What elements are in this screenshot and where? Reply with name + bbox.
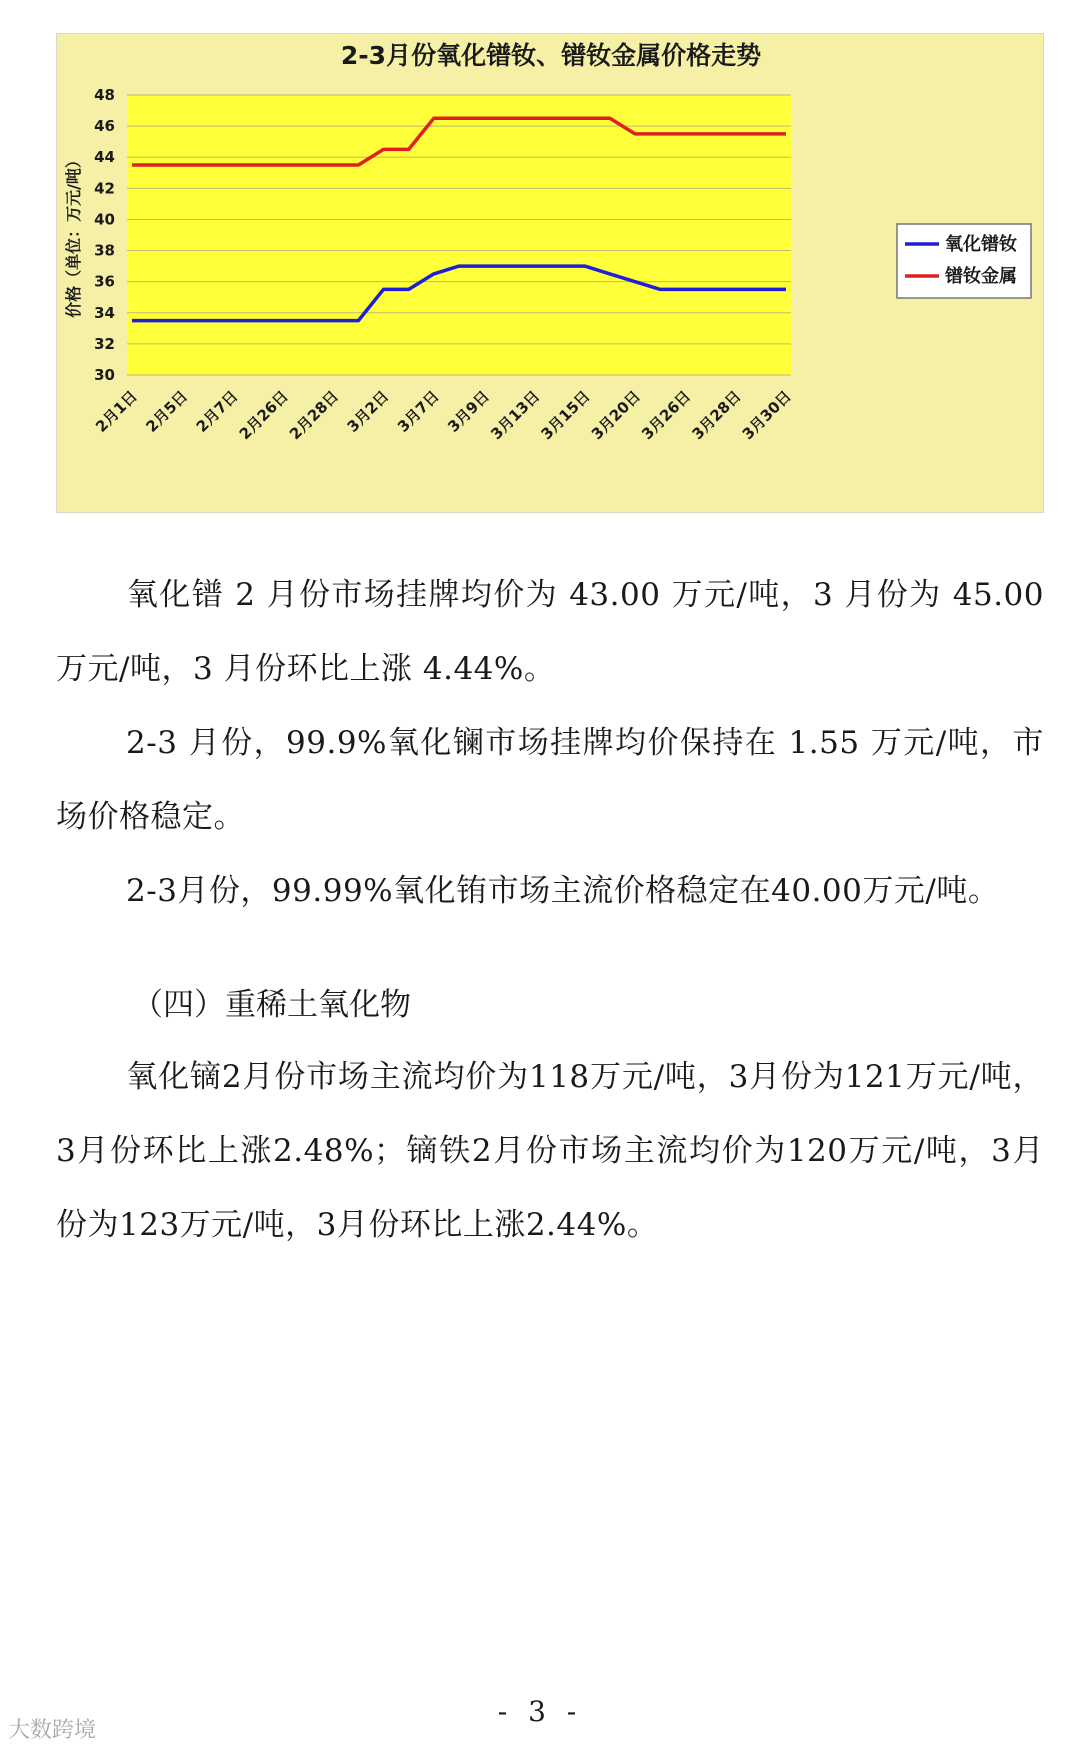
x-tick-label: 2月5日 (142, 387, 192, 436)
x-tick-label: 2月28日 (285, 387, 343, 444)
x-tick-label: 3月28日 (688, 387, 745, 444)
price-chart (56, 33, 1044, 513)
watermark-logo: 大数跨境 (8, 1718, 97, 1743)
chart-legend (897, 224, 1031, 298)
y-tick-label: 44 (94, 148, 115, 167)
paragraph-text: 氧化镝2月份市场主流均价为118万元/吨，3月份为121万元/吨，3月份环比上涨2.48%；镝铁2月份市场主流均价为120万元/吨，3月份为123万元/吨，3月份环比上涨2.44%。 (56, 1059, 1044, 1243)
x-tick-label: 3月15日 (537, 387, 594, 444)
paragraph-text: 2-3月份，99.99%氧化铕市场主流价格稳定在40.00万元/吨。 (126, 873, 1000, 909)
section-heading: （四）重稀土氧化物 (132, 987, 411, 1023)
plot-area (127, 95, 791, 375)
y-tick-label: 40 (94, 210, 115, 229)
paragraph-europium-oxide (56, 854, 1044, 928)
y-axis-label: 价格（单位：万元/吨） (64, 152, 83, 318)
legend-label: 镨钕金属 (945, 266, 1017, 287)
x-tick-label: 2月7日 (192, 387, 242, 436)
x-tick-label: 3月9日 (444, 387, 493, 436)
y-tick-label: 36 (94, 272, 115, 291)
x-tick-label: 3月26日 (638, 387, 695, 444)
x-tick-label: 3月13日 (487, 387, 544, 444)
paragraph-praseodymium-oxide (56, 558, 1044, 706)
chart-title: 2-3月份氧化镨钕、镨钕金属价格走势 (340, 41, 762, 70)
x-tick-label: 3月2日 (343, 387, 393, 436)
x-tick-label: 3月30日 (738, 387, 795, 444)
price-chart-svg (57, 34, 1045, 514)
x-tick-label: 3月20日 (587, 387, 644, 444)
y-tick-label: 34 (94, 303, 115, 322)
y-tick-label: 48 (94, 86, 115, 104)
x-tick-label: 3月7日 (393, 387, 443, 436)
paragraph-text: 氧化镨 2 月份市场挂牌均价为 43.00 万元/吨，3 月份为 45.00 万元/吨，3 月份环比上涨 4.44%。 (56, 577, 1044, 687)
y-tick-label: 32 (94, 334, 115, 353)
legend-label: 氧化镨钕 (945, 234, 1017, 255)
x-tick-label: 2月1日 (92, 387, 141, 436)
y-tick-label: 38 (94, 241, 115, 260)
paragraph-text: 2-3 月份，99.9%氧化镧市场挂牌均价保持在 1.55 万元/吨，市场价格稳定。 (56, 725, 1044, 835)
x-tick-label: 2月26日 (235, 387, 292, 444)
y-tick-label: 46 (94, 117, 115, 136)
y-tick-label: 30 (94, 366, 115, 384)
page-number: - 3 - (497, 1695, 583, 1728)
paragraph-lanthanum-oxide (56, 706, 1044, 854)
paragraph-dysprosium (56, 1040, 1044, 1262)
y-tick-label: 42 (94, 179, 115, 198)
